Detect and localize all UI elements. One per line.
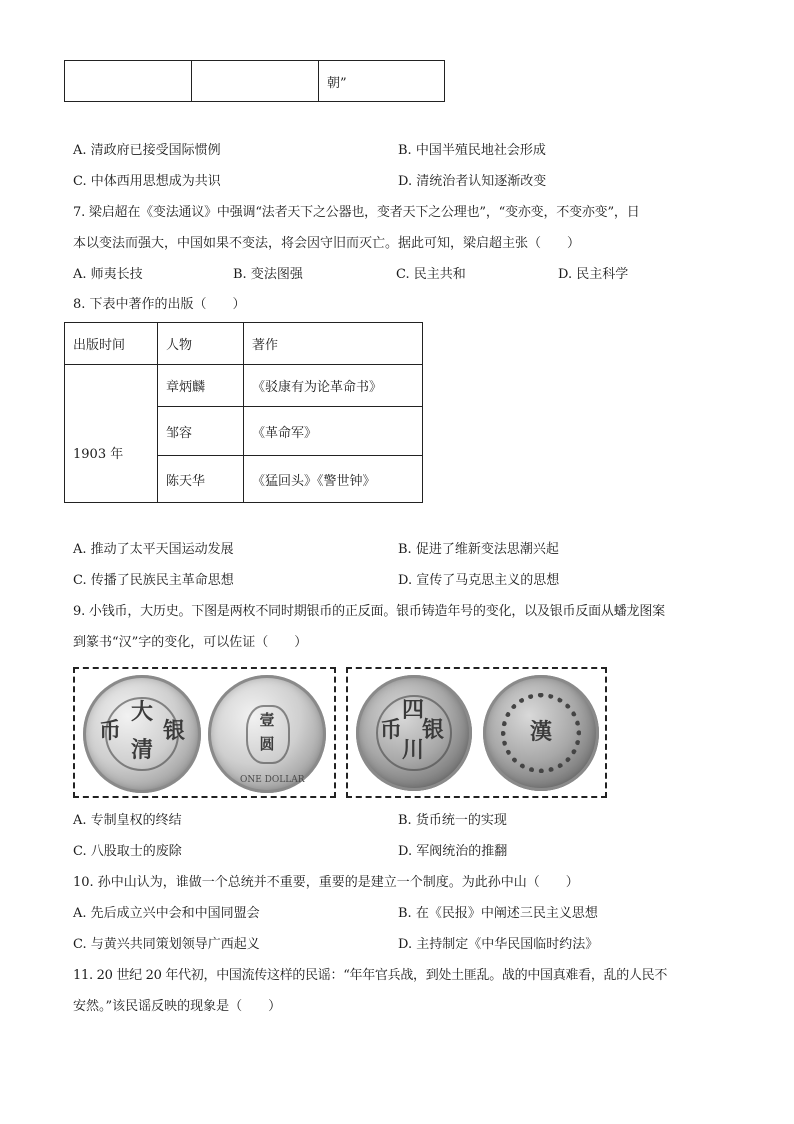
q6-options-row-2 — [73, 174, 733, 190]
top-table-fragment — [64, 60, 445, 102]
sichuan-coin-box — [346, 667, 607, 798]
coin-char: 币 — [379, 717, 402, 743]
q7-option-d[interactable]: D. 民主科学 — [558, 267, 629, 282]
qing-coin-obverse — [83, 675, 201, 793]
q10-option-b[interactable]: B. 在《民报》中阐述三民主义思想 — [398, 906, 598, 921]
q9-option-d[interactable]: D. 军阀统治的推翻 — [398, 844, 508, 859]
q10-options-row-1 — [73, 906, 733, 922]
table-cell-work: 《驳康有为论革命书》 — [244, 365, 423, 407]
coin-char: 壹 — [259, 711, 275, 729]
table-header-work: 著作 — [244, 323, 423, 365]
q7-stem-line-2: 本以变法而强大，中国如果不变法，将会因守旧而灭亡。据此可知，梁启超主张（ ） — [73, 236, 581, 251]
coin-bottom-text: ONE DOLLAR — [240, 775, 305, 785]
table-header-person: 人物 — [158, 323, 244, 365]
q10-options-row-2 — [73, 937, 733, 953]
q9-stem-line-1: 9. 小钱币，大历史。下图是两枚不同时期银币的正反面。银币铸造年号的变化，以及银币反面从蟠龙图案 — [73, 604, 665, 619]
q6-option-c[interactable]: C. 中体西用思想成为共识 — [73, 174, 221, 189]
qing-coin-reverse-dragon — [208, 675, 326, 793]
top-table-cell-3: 朝” — [319, 61, 445, 102]
coin-char: 币 — [98, 718, 121, 744]
coin-char: 清 — [130, 737, 153, 763]
coin-char: 川 — [401, 737, 424, 763]
q10-stem: 10. 孙中山认为，谁做一个总统并不重要，重要的是建立一个制度。为此孙中山（ ） — [73, 875, 579, 890]
q11-stem-line-2: 安然。”该民谣反映的现象是（ ） — [73, 999, 282, 1014]
coin-char-han: 漢 — [529, 719, 552, 745]
q8-option-c[interactable]: C. 传播了民族民主革命思想 — [73, 573, 234, 588]
q10-option-a[interactable]: A. 先后成立兴中会和中国同盟会 — [73, 906, 260, 921]
table-cell-person: 邹容 — [158, 407, 244, 456]
q6-option-a[interactable]: A. 清政府已接受国际惯例 — [73, 143, 221, 158]
table-cell-work: 《革命军》 — [244, 407, 423, 456]
q7-option-b[interactable]: B. 变法图强 — [233, 267, 303, 282]
q7-options-row — [73, 267, 733, 283]
table-header-time: 出版时间 — [65, 323, 158, 365]
q7-option-c[interactable]: C. 民主共和 — [396, 267, 466, 282]
table-cell-person: 陈天华 — [158, 456, 244, 503]
q8-option-b[interactable]: B. 促进了维新变法思潮兴起 — [398, 542, 559, 557]
sichuan-coin-obverse — [356, 675, 472, 791]
qing-coin-box — [73, 667, 336, 798]
coin-char: 大 — [130, 699, 153, 725]
q8-stem: 8. 下表中著作的出版（ ） — [73, 297, 246, 312]
table-cell-year: 1903 年 — [65, 365, 158, 503]
publication-table — [64, 322, 423, 503]
q10-option-d[interactable]: D. 主持制定《中华民国临时约法》 — [398, 937, 599, 952]
q8-option-a[interactable]: A. 推动了太平天国运动发展 — [73, 542, 234, 557]
top-table-cell-2 — [192, 61, 319, 102]
table-row — [65, 365, 423, 407]
q9-options-row-2 — [73, 844, 733, 860]
q8-options-row-2 — [73, 573, 733, 589]
coin-char: 银 — [162, 718, 185, 744]
q6-option-d[interactable]: D. 清统治者认知逐渐改变 — [398, 174, 547, 189]
q9-options-row-1 — [73, 813, 733, 829]
q11-stem-line-1: 11. 20 世纪 20 年代初，中国流传这样的民谣：“年年官兵战，到处土匪乱。战的中国真难看，乱的人民不 — [73, 968, 668, 983]
q10-option-c[interactable]: C. 与黄兴共同策划领导广西起义 — [73, 937, 260, 952]
q9-option-c[interactable]: C. 八股取士的废除 — [73, 844, 182, 859]
q7-stem-line-1: 7. 梁启超在《变法通议》中强调“法者天下之公器也，变者天下之公理也”，“变亦变，不变亦变”，日 — [73, 205, 640, 220]
q8-option-d[interactable]: D. 宣传了马克思主义的思想 — [398, 573, 560, 588]
top-table-cell-1 — [65, 61, 192, 102]
coin-char: 银 — [421, 717, 444, 743]
sichuan-coin-reverse-han — [483, 675, 599, 791]
q7-option-a[interactable]: A. 师夷长技 — [73, 267, 143, 282]
table-cell-person: 章炳麟 — [158, 365, 244, 407]
q9-option-a[interactable]: A. 专制皇权的终结 — [73, 813, 182, 828]
coin-char: 圆 — [259, 735, 275, 753]
q6-options-row-1 — [73, 143, 733, 159]
coin-char: 四 — [401, 697, 424, 723]
q9-option-b[interactable]: B. 货币统一的实现 — [398, 813, 507, 828]
q9-stem-line-2: 到篆书“汉”字的变化，可以佐证（ ） — [73, 635, 308, 650]
q8-options-row-1 — [73, 542, 733, 558]
q6-option-b[interactable]: B. 中国半殖民地社会形成 — [398, 143, 546, 158]
table-cell-work: 《猛回头》《警世钟》 — [244, 456, 423, 503]
